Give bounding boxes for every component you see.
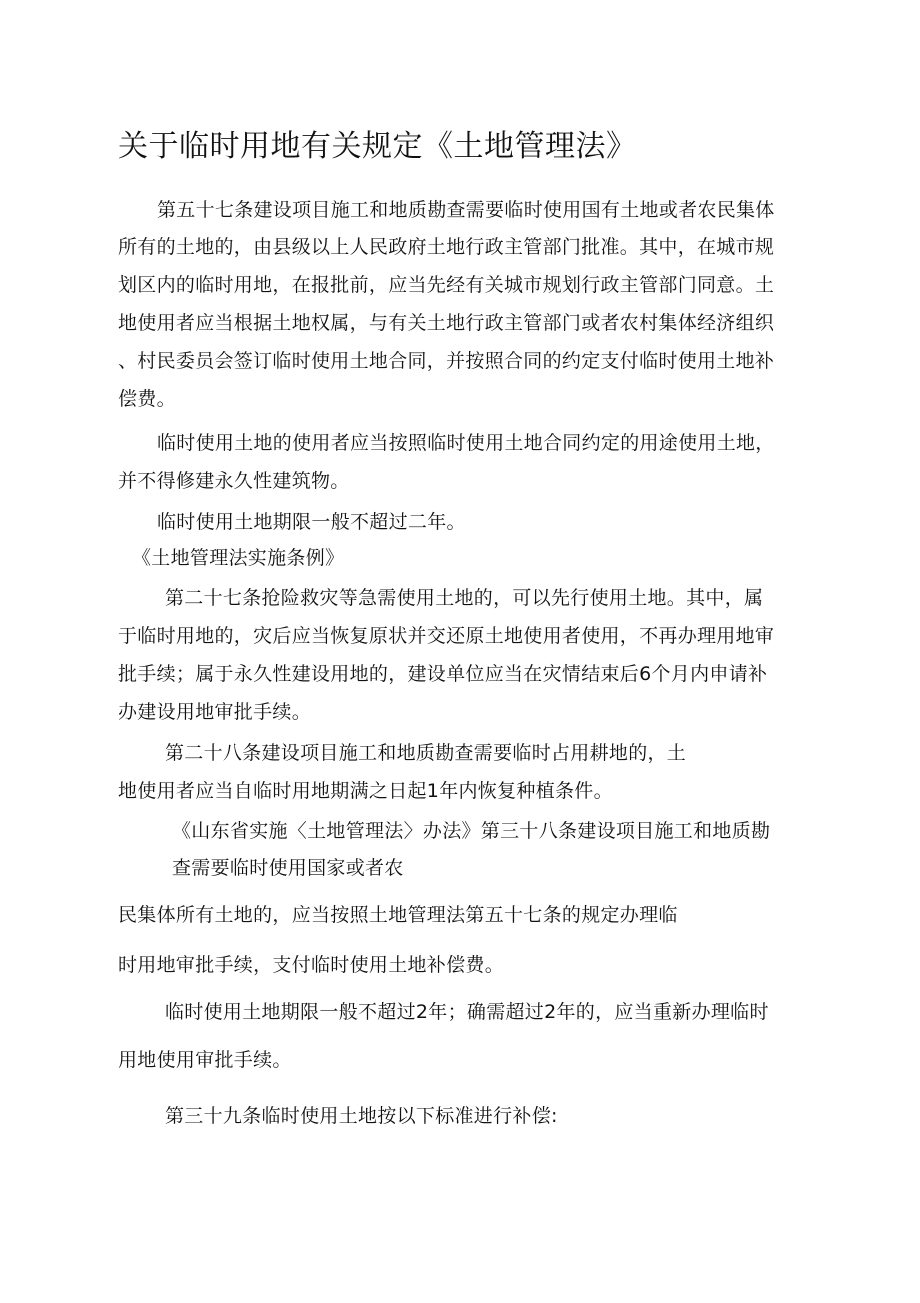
paragraph-line: 第二十七条抢险救灾等急需使用土地的，可以先行使用土地。其中，属 (165, 587, 764, 609)
paragraph-line: 临时使用土地期限一般不超过二年。 (157, 511, 466, 533)
paragraph-line: 所有的土地的，由县级以上人民政府土地行政主管部门批准。其中，在城市规 (118, 236, 775, 258)
document-title: 关于临时用地有关规定《土地管理法》 (118, 129, 637, 164)
paragraph-line: 查需要临时使用国家或者农 (172, 857, 404, 879)
paragraph-line: 地使用者应当根据土地权属，与有关土地行政主管部门或者农村集体经济组织 (118, 312, 775, 334)
paragraph-line: 用地使用审批手续。 (118, 1049, 292, 1071)
paragraph-line: 临时使用土地的使用者应当按照临时使用土地合同约定的用途使用土地， (157, 432, 775, 454)
paragraph-line: 办建设用地审批手续。 (118, 701, 312, 723)
paragraph-line: 地使用者应当自临时用地期满之日起1年内恢复种植条件。 (118, 780, 613, 802)
paragraph-line: 临时使用土地期限一般不超过2年；确需超过2年的，应当重新办理临时 (165, 1001, 769, 1023)
paragraph-line: 时用地审批手续，支付临时使用土地补偿费。 (118, 954, 505, 976)
paragraph-line: 批手续；属于永久性建设用地的，建设单位应当在灾情结束后6个月内申请补 (118, 663, 768, 685)
paragraph-line: 民集体所有土地的，应当按照土地管理法第五十七条的规定办理临 (118, 904, 678, 926)
paragraph-line: 并不得修建永久性建筑物。 (118, 470, 350, 492)
paragraph-line: 第二十八条建设项目施工和地质勘查需要临时占用耕地的，土 (165, 742, 687, 764)
paragraph-line: 第五十七条建设项目施工和地质勘查需要临时使用国有土地或者农民集体 (157, 199, 775, 221)
paragraph-line: 划区内的临时用地，在报批前，应当先经有关城市规划行政主管部门同意。土 (118, 274, 775, 296)
paragraph-line: 第三十九条临时使用土地按以下标准进行补偿: (165, 1105, 558, 1127)
paragraph-line: 偿费。 (118, 388, 176, 410)
paragraph-line: 《山东省实施〈土地管理法〉办法》第三十八条建设项目施工和地质勘 (172, 820, 771, 842)
paragraph-line: 、村民委员会签订临时使用土地合同，并按照合同的约定支付临时使用土地补 (118, 350, 775, 372)
paragraph-line: 于临时用地的，灾后应当恢复原状并交还原土地使用者使用，不再办理用地审 (118, 625, 775, 647)
section-heading: 《土地管理法实施条例》 (132, 547, 345, 569)
